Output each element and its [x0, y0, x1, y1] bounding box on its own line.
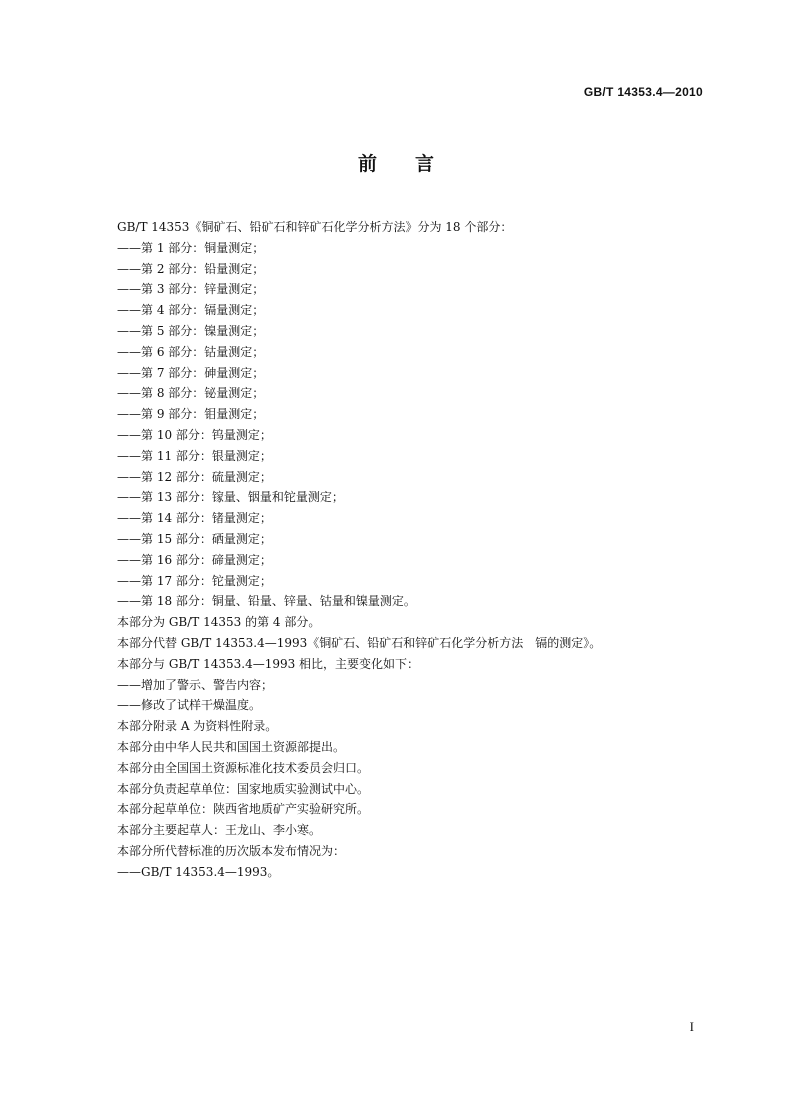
body-line: 本部分代替 GB/T 14353.4—1993《铜矿石、铅矿石和锌矿石化学分析方法 镉的测定》。	[117, 635, 602, 650]
list-item: ——GB/T 14353.4—1993。	[117, 864, 280, 879]
body-line: 本部分由中华人民共和国国土资源部提出。	[117, 739, 346, 754]
page-title: 前言	[357, 153, 472, 175]
list-item: ——第 4 部分：镉量测定；	[117, 303, 265, 318]
list-item: ——第 14 部分：锗量测定；	[117, 511, 272, 526]
list-item: ——第 9 部分：钼量测定；	[117, 407, 265, 422]
list-item: ——增加了警示、警告内容；	[117, 677, 274, 692]
body-line: 本部分为 GB/T 14353 的第 4 部分。	[117, 615, 321, 630]
body-line: 本部分附录 A 为资料性附录。	[117, 719, 278, 734]
list-item: ——第 10 部分：钨量测定；	[117, 427, 272, 442]
body-line: 本部分起草单位：陕西省地质矿产实验研究所。	[117, 802, 370, 817]
list-item: ——第 11 部分：银量测定；	[117, 448, 272, 463]
body-line: 本部分与 GB/T 14353.4—1993 相比，主要变化如下：	[117, 656, 420, 671]
page-number: I	[689, 1019, 694, 1034]
standard-code: GB/T 14353.4—2010	[583, 85, 703, 99]
list-item: ——第 8 部分：铋量测定；	[117, 386, 265, 401]
body-line: 本部分由全国国土资源标准化技术委员会归口。	[117, 760, 370, 775]
body-line: 本部分主要起草人：王龙山、李小寒。	[117, 823, 322, 838]
list-item: ——第 6 部分：钴量测定；	[117, 344, 265, 359]
list-item: ——第 17 部分：铊量测定；	[117, 573, 272, 588]
body-line: GB/T 14353《铜矿石、铅矿石和锌矿石化学分析方法》分为 18 个部分：	[117, 220, 513, 234]
list-item: ——第 18 部分：铜量、铅量、锌量、钴量和镍量测定。	[117, 594, 416, 609]
list-item: ——第 5 部分：镍量测定；	[117, 323, 265, 338]
list-item: ——第 2 部分：铅量测定；	[117, 261, 265, 276]
list-item: ——第 3 部分：锌量测定；	[117, 282, 265, 297]
list-item: ——第 16 部分：碲量测定；	[117, 552, 272, 567]
list-item: ——第 12 部分：硫量测定；	[117, 469, 272, 484]
list-item: ——第 1 部分：铜量测定；	[117, 240, 265, 255]
body-line: 本部分负责起草单位：国家地质实验测试中心。	[117, 781, 370, 796]
list-item: ——第 13 部分：镓量、铟量和铊量测定；	[117, 490, 344, 505]
list-item: ——修改了试样干燥温度。	[117, 698, 262, 713]
list-item: ——第 15 部分：硒量测定；	[117, 531, 272, 546]
list-item: ——第 7 部分：砷量测定；	[117, 365, 265, 380]
foreword-body	[117, 217, 697, 883]
body-line: 本部分所代替标准的历次版本发布情况为：	[117, 843, 346, 858]
